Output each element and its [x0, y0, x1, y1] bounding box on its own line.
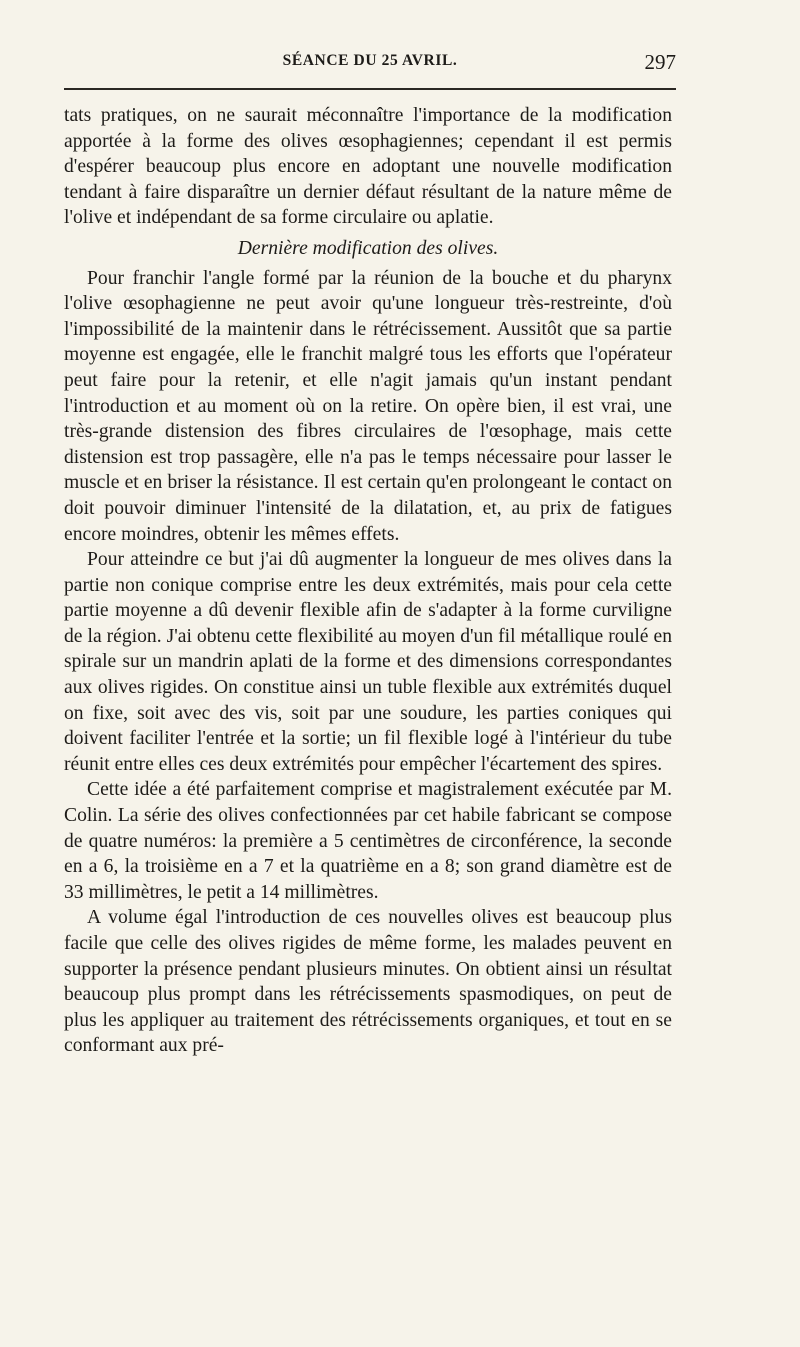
body-text: [64, 103, 672, 1059]
page-number: 297: [644, 50, 676, 74]
paragraph: tats pratiques, on ne saurait méconnaître l'importance de la modification apportée à la forme des olives œsophagiennes; cependant il est permis d'espérer beaucoup plus encore en adoptant une nouvelle modification tendant à faire disparaître un dernier défaut résultant de la nature même de l'olive et indépendant de sa forme circulaire ou aplatie.: [64, 105, 672, 229]
running-title: SÉANCE DU 25 AVRIL.: [282, 52, 458, 69]
paragraph: Pour franchir l'angle formé par la réunion de la bouche et du pharynx l'olive œsophagienne ne peut avoir qu'une longueur très-restreinte, d'où l'impossibilité de la maintenir dans le rétrécissement. Aussitôt que sa partie moyenne est engagée, elle le franchit malgré tous les efforts que l'opérateur peut faire pour la retenir, et elle n'agit jamais qu'un instant pendant l'introduction et au moment où on la retire. On opère bien, il est vrai, une très-grande distension des fibres circulaires de l'œsophage, mais cette distension est trop passagère, elle n'a pas le temps nécessaire pour lasser le muscle et en briser la résistance. Il est certain qu'en prolongeant le contact on doit pouvoir diminuer l'intensité de la dilatation, et, au prix de fatigues encore moindres, obtenir les mêmes effets.: [64, 267, 672, 545]
paragraph: A volume égal l'introduction de ces nouvelles olives est beaucoup plus facile que celle des olives rigides de même forme, les malades peuvent en supporter la présence pendant plusieurs minutes. On obtient ainsi un résultat beaucoup plus prompt dans les rétrécissements spasmodiques, on peut de plus les appliquer au traitement des rétrécissements organiques, et tout en se conformant aux pré-: [64, 907, 672, 1057]
running-header: [64, 52, 676, 86]
section-heading: Dernière modification des olives.: [237, 237, 499, 259]
paragraph: Pour atteindre ce but j'ai dû augmenter la longueur de mes olives dans la partie non conique comprise entre les deux extrémités, mais pour cela cette partie moyenne a dû devenir flexible afin de s'adapter à la forme curviligne de la région. J'ai obtenu cette flexibilité au moyen d'un fil métallique roulé en spirale sur un mandrin aplati de la forme et des dimensions correspondantes aux olives rigides. On constitue ainsi un tuble flexible aux extrémités duquel on fixe, soit avec des vis, soit par une soudure, les parties coniques qui doivent faciliter l'entrée et la sortie; un fil flexible logé à l'intérieur du tube réunit entre elles ces deux extrémités pour empêcher l'écartement des spires.: [64, 549, 672, 775]
header-rule: [64, 88, 676, 90]
paragraph: Cette idée a été parfaitement comprise et magistralement exécutée par M. Colin. La série des olives confectionnées par cet habile fabricant se compose de quatre numéros: la première a 5 centimètres de circonférence, la seconde en a 6, la troisième en a 7 et la quatrième en a 8; son grand diamètre est de 33 millimètres, le petit a 14 millimètres.: [64, 779, 672, 903]
